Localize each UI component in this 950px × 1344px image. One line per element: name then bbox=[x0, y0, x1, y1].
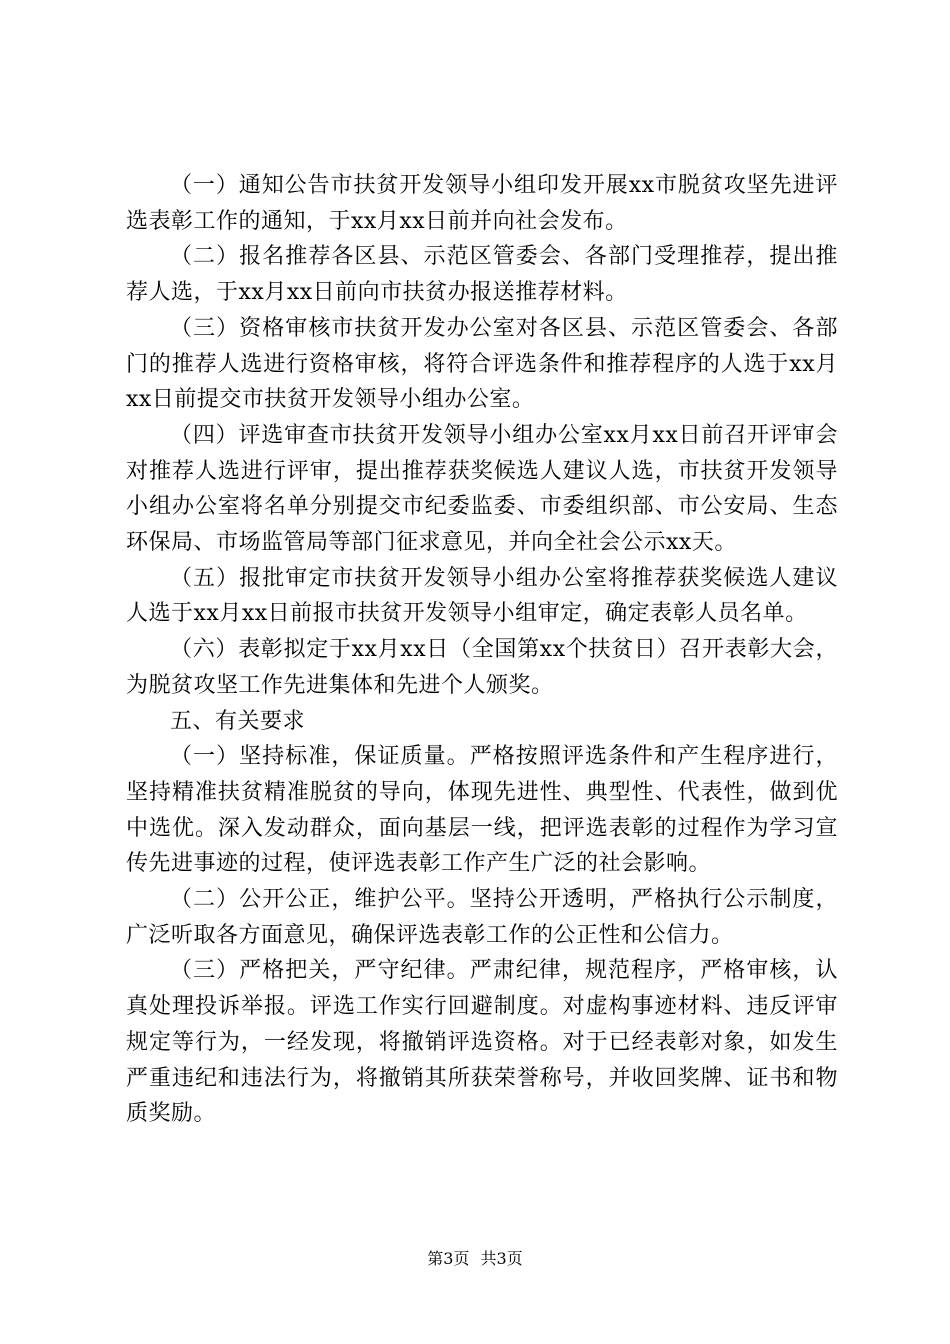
total-page-count: 共3页 bbox=[480, 1249, 523, 1268]
paragraph-commendation: （六）表彰拟定于xx月xx日（全国第xx个扶贫日）召开表彰大会，为脱贫攻坚工作先进集体和先进个人颁奖。 bbox=[126, 637, 838, 698]
paragraph-evaluation-review: （四）评选审查市扶贫开发领导小组办公室xx月xx日前召开评审会对推荐人选进行评审，提出推荐获奖候选人建议人选，市扶贫开发领导小组办公室将名单分别提交市纪委监委、市委组织部、市公安局、生态环保局、市场监管局等部门征求意见，并向全社会公示xx天。 bbox=[126, 422, 838, 556]
paragraph-notice: （一）通知公告市扶贫开发领导小组印发开展xx市脱贫攻坚先进评选表彰工作的通知，于xx月xx日前并向社会发布。 bbox=[126, 173, 838, 234]
paragraph-requirement-fairness: （二）公开公正，维护公平。坚持公开透明，严格执行公示制度，广泛听取各方面意见，确保评选表彰工作的公正性和公信力。 bbox=[126, 887, 838, 948]
paragraph-requirement-standards: （一）坚持标准，保证质量。严格按照评选条件和产生程序进行，坚持精准扶贫精准脱贫的导向，体现先进性、典型性、代表性，做到优中选优。深入发动群众，面向基层一线，把评选表彰的过程作为学习宣传先进事迹的过程，使评选表彰工作产生广泛的社会影响。 bbox=[126, 744, 838, 877]
document-body bbox=[126, 168, 838, 1132]
paragraph-approval: （五）报批审定市扶贫开发领导小组办公室将推荐获奖候选人建议人选于xx月xx日前报市扶贫开发领导小组审定，确定表彰人员名单。 bbox=[126, 565, 838, 627]
paragraph-qualification-review: （三）资格审核市扶贫开发办公室对各区县、示范区管委会、各部门的推荐人选进行资格审核，将符合评选条件和推荐程序的人选于xx月xx日前提交市扶贫开发领导小组办公室。 bbox=[126, 315, 838, 413]
current-page-number: 第3页 bbox=[427, 1249, 470, 1268]
page-footer bbox=[0, 1249, 950, 1269]
paragraph-requirement-discipline: （三）严格把关，严守纪律。严肃纪律，规范程序，严格审核，认真处理投诉举报。评选工作实行回避制度。对虚构事迹材料、违反评审规定等行为，一经发现，将撤销评选资格。对于已经表彰对象，如发生严重违纪和违法行为，将撤销其所获荣誉称号，并收回奖牌、证书和物质奖励。 bbox=[126, 958, 838, 1127]
paragraph-nomination: （二）报名推荐各区县、示范区管委会、各部门受理推荐，提出推荐人选，于xx月xx日前向市扶贫办报送推荐材料。 bbox=[126, 244, 838, 306]
section-heading-requirements: 五、有关要求 bbox=[170, 708, 306, 734]
